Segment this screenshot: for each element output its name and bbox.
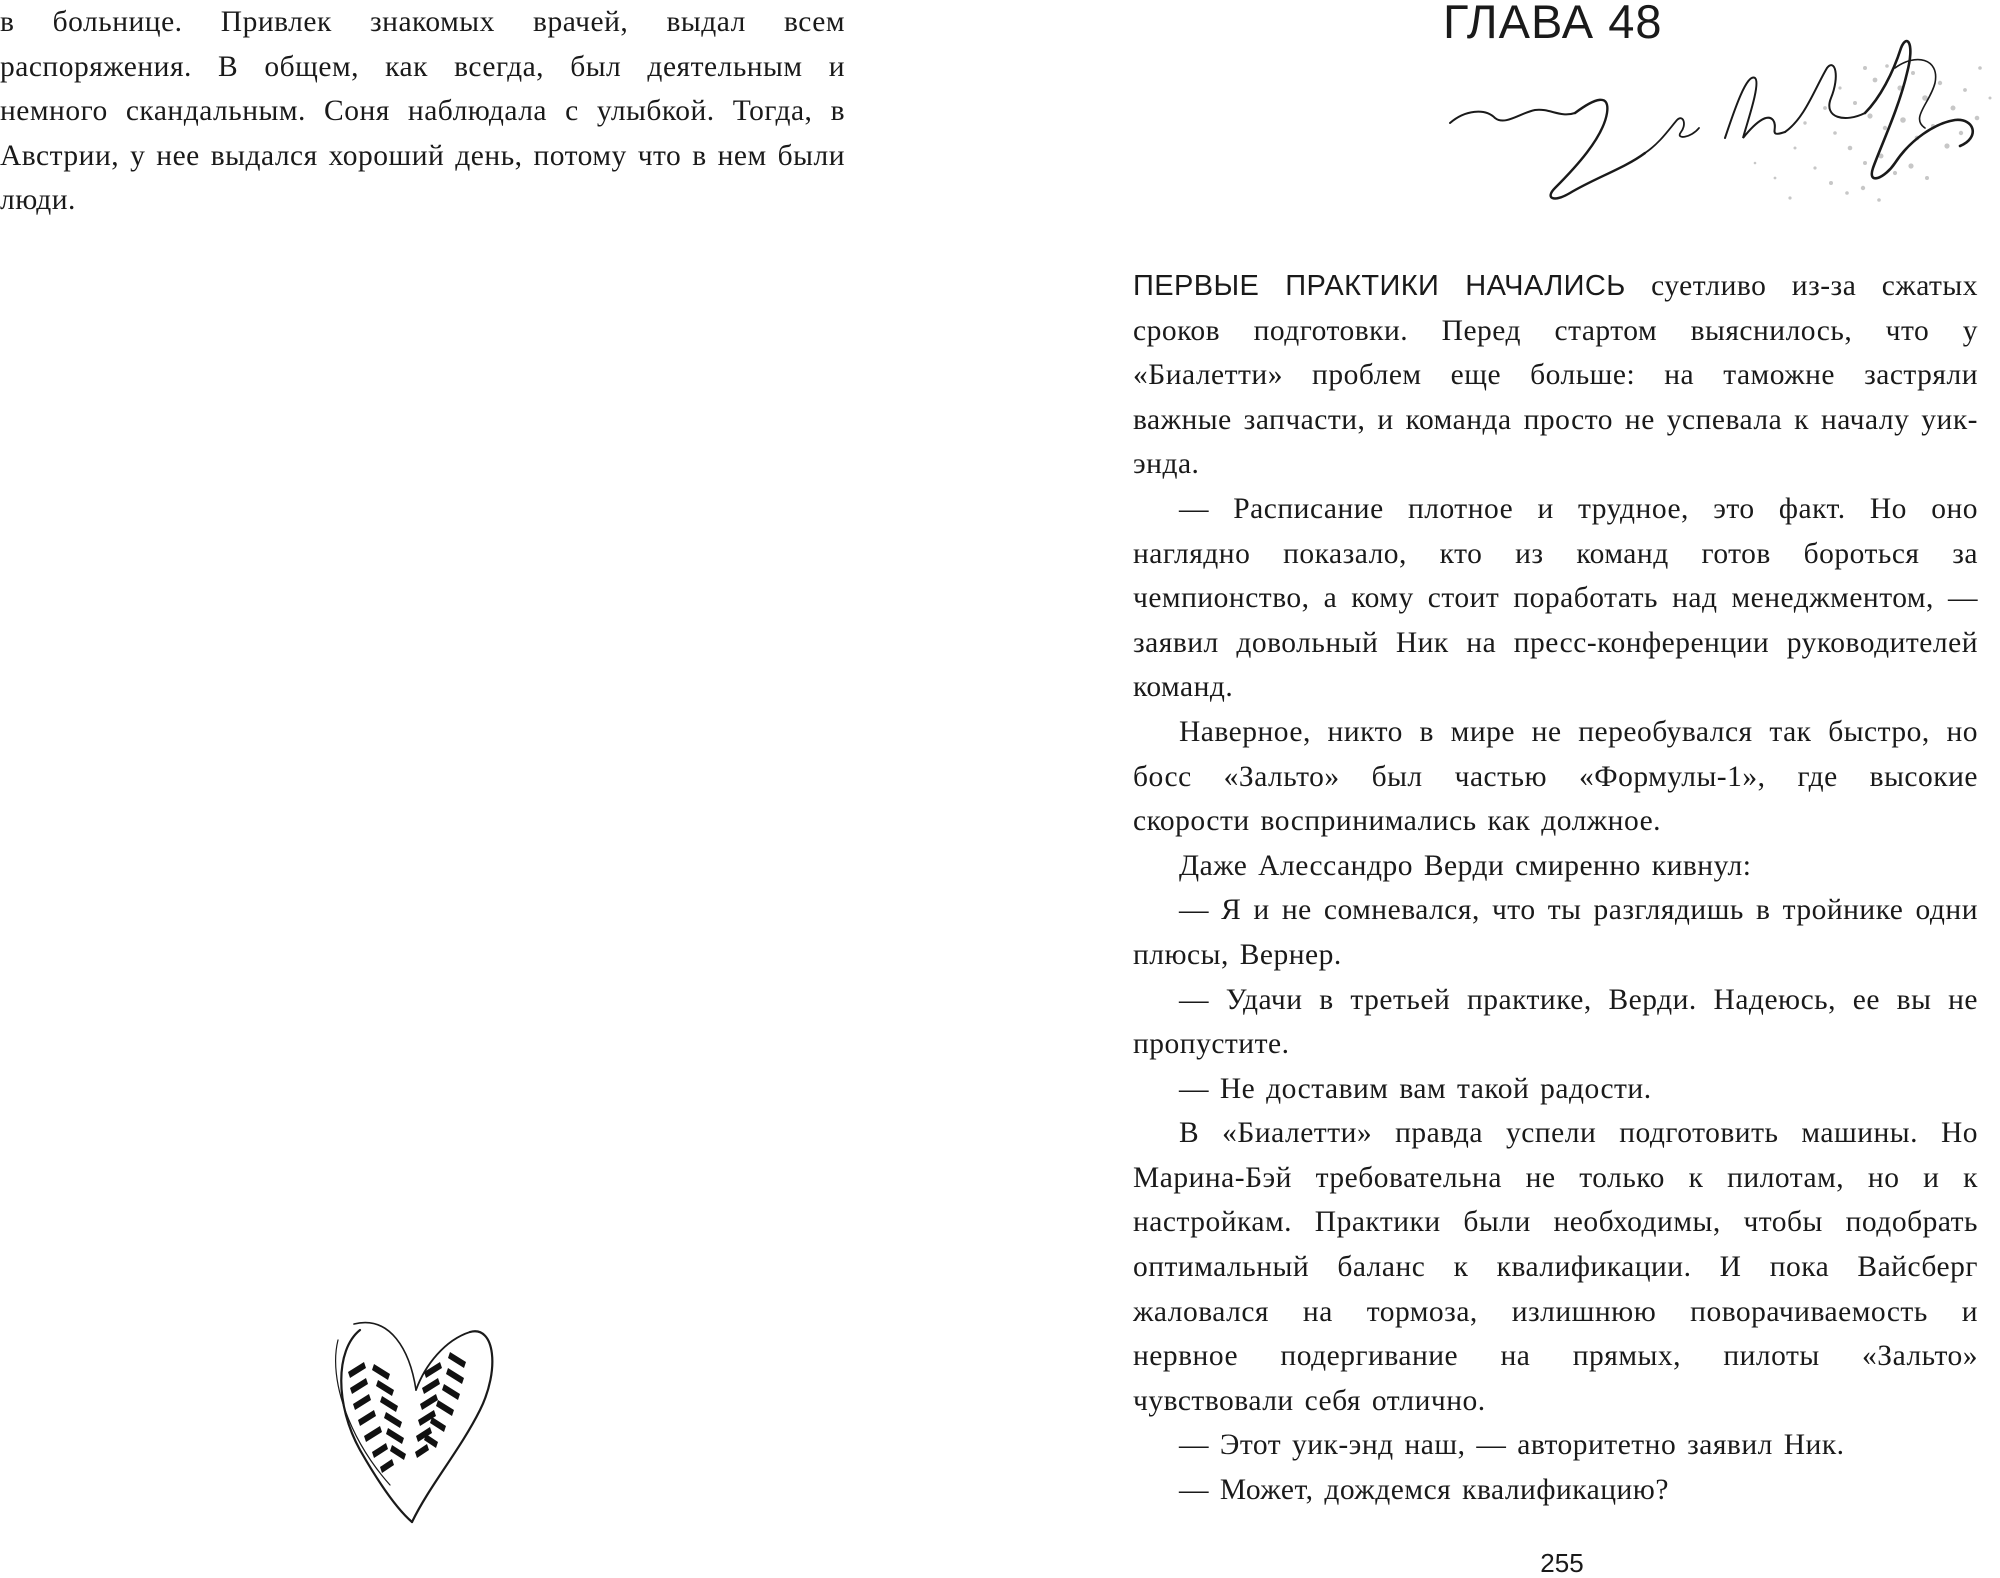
paragraph: — Этот уик-энд наш, — авторитетно заявил Ник. bbox=[1179, 1429, 1845, 1462]
chapter-title: ГЛАВА 48 bbox=[1443, 0, 1663, 48]
paragraph: — Не доставим вам такой радости. bbox=[1179, 1072, 1652, 1105]
paragraph: Наверное, никто в мире не переобувался так быстро, но босс «Зальто» был частью «Формулы-1», где высокие скорости воспринимались как должное. bbox=[1133, 715, 1978, 838]
right-page bbox=[1000, 0, 2000, 1576]
signature-flourish-icon bbox=[1395, 28, 2000, 258]
chapter-body bbox=[1133, 264, 1978, 1513]
chapter-lead-in: ПЕРВЫЕ ПРАКТИКИ НАЧАЛИСЬ bbox=[1133, 270, 1626, 302]
left-page bbox=[0, 0, 1000, 1576]
chapter-opening-text: суетливо из-за сжатых сроков подготовки. Перед стартом выяснилось, что у «Биалетти» проблем еще больше: на таможне застряли важные запчасти, и команда просто не успевала к началу уик-энда. bbox=[1133, 270, 1978, 481]
paragraph: — Расписание плотное и трудное, это факт. Но оно наглядно показало, кто из команд готов бороться за чемпионство, а кому стоит поработать над менеджментом, — заявил довольный Ник на пресс-конференции руководителей команд. bbox=[1133, 492, 1978, 704]
paragraph: Даже Алессандро Верди смиренно кивнул: bbox=[1179, 849, 1752, 882]
paragraph: — Я и не сомневался, что ты разглядишь в тройнике одни плюсы, Вернер. bbox=[1133, 894, 1978, 971]
chapter-opening-paragraph bbox=[1133, 264, 1978, 487]
paragraph: В «Биалетти» правда успели подготовить машины. Но Марина-Бэй требовательна не только к пилотам, но и к настройкам. Практики были необходимы, чтобы подобрать оптимальный баланс к квалификации. И пока Вайсберг жаловался на тормоза, излишнюю поворачиваемость и нервное подергивание на прямых, пилоты «Зальто» чувствовали себя отлично. bbox=[1133, 1117, 1978, 1417]
paragraph: — Может, дождемся квалификацию? bbox=[1179, 1474, 1669, 1507]
left-page-paragraph: в больнице. Привлек знакомых врачей, выдал всем распоряжения. В общем, как всегда, был деятельным и немного скандальным. Соня наблюдала с улыбкой. Тогда, в Австрии, у нее выдался хороший день, потому что в нем были люди. bbox=[0, 6, 845, 217]
page-number: 255 bbox=[1540, 1548, 1584, 1578]
paragraph: — Удачи в третьей практике, Верди. Надеюсь, ее вы не пропустите. bbox=[1133, 983, 1978, 1061]
heart-tire-tread-icon bbox=[320, 1310, 510, 1525]
